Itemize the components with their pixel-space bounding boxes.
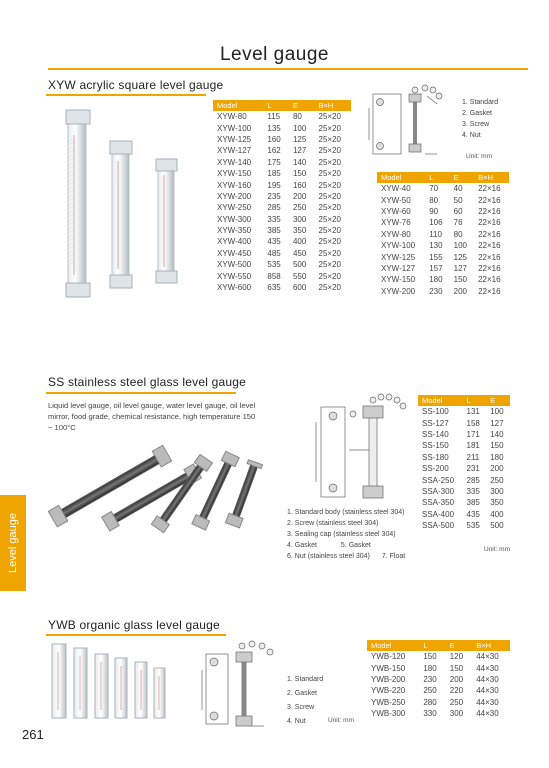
- table-row: [213, 270, 351, 281]
- table-cell: 25×20: [318, 271, 341, 281]
- table-cell: 44×30: [476, 697, 499, 707]
- table-cell: 171: [466, 429, 480, 439]
- table-cell: 127: [490, 418, 504, 428]
- table-cell: 40: [453, 184, 463, 194]
- legend-item: 3. Screw: [287, 704, 315, 711]
- page-number: 261: [22, 727, 44, 742]
- legend-item: 1. Standard body (stainless steel 304): [287, 509, 405, 516]
- section2-unit: Unit: mm: [484, 546, 510, 553]
- table-cell: 131: [466, 407, 480, 417]
- table-row: [418, 440, 510, 451]
- legend-row: [287, 540, 405, 551]
- legend-row: [287, 551, 405, 562]
- table-cell: 150: [449, 663, 464, 673]
- table-cell: XYW-350: [217, 226, 252, 236]
- table-row: [367, 697, 510, 708]
- section3-title: YWB organic glass level gauge: [48, 618, 220, 632]
- acrylic-gauge-diagram: [365, 84, 455, 162]
- col-e: E: [486, 395, 510, 406]
- table-row: [213, 145, 351, 156]
- table-cell: 300: [490, 486, 504, 496]
- table-row: [418, 486, 510, 497]
- table-cell: 76: [453, 218, 463, 228]
- table-cell: 200: [490, 464, 504, 474]
- section1-unit: Unit: mm: [466, 153, 492, 160]
- table-row: [367, 685, 510, 696]
- table-cell: 230: [429, 286, 443, 296]
- section2-title: SS stainless steel glass level gauge: [48, 375, 246, 389]
- stainless-gauge-diagram: [313, 392, 413, 504]
- table-cell: 335: [466, 486, 480, 496]
- table-cell: 44×30: [476, 652, 499, 662]
- table-cell: 150: [490, 441, 504, 451]
- table-cell: 25×20: [318, 203, 341, 213]
- table-cell: 44×30: [476, 686, 499, 696]
- side-tab: [0, 495, 26, 591]
- table-cell: XYW-100: [217, 123, 252, 133]
- table-cell: 155: [429, 252, 443, 262]
- table-cell: 250: [490, 475, 504, 485]
- table-cell: 450: [292, 248, 307, 258]
- table-cell: 25×20: [318, 191, 341, 201]
- table-header-row: [418, 395, 510, 406]
- title-rule: [48, 68, 528, 70]
- table-row: [213, 122, 351, 133]
- table-row: [418, 417, 510, 428]
- table-row: [213, 225, 351, 236]
- table-cell: 44×30: [476, 663, 499, 673]
- table-row: [377, 274, 509, 285]
- table-cell: 25×20: [318, 112, 341, 122]
- table-cell: 100: [490, 407, 504, 417]
- table-cell: 150: [453, 275, 467, 285]
- table-row: [418, 520, 510, 531]
- table-cell: 300: [449, 709, 464, 719]
- section1-rule: [46, 94, 206, 96]
- table-row: [213, 191, 351, 202]
- table-cell: YWB-220: [371, 686, 406, 696]
- table-cell: XYW-127: [381, 263, 416, 273]
- table-row: [213, 259, 351, 270]
- table-cell: 211: [466, 452, 480, 462]
- table-cell: SS-100: [422, 407, 449, 417]
- table-row: [213, 236, 351, 247]
- table-cell: XYW-125: [381, 252, 416, 262]
- table-cell: 180: [429, 275, 443, 285]
- col-l: L: [419, 640, 445, 651]
- col-bxh: B×H: [472, 640, 510, 651]
- table-cell: 158: [466, 418, 480, 428]
- col-bxh: B×H: [315, 100, 352, 111]
- table-cell: 157: [429, 263, 443, 273]
- table-row: [418, 429, 510, 440]
- table-cell: YWB-250: [371, 697, 406, 707]
- table-cell: 127: [453, 263, 467, 273]
- table-cell: 435: [466, 509, 480, 519]
- table-cell: SSA-400: [422, 509, 455, 519]
- acrylic-gauge-photo: [48, 105, 198, 310]
- table-cell: XYW-150: [381, 275, 416, 285]
- table-cell: 858: [267, 271, 281, 281]
- table-cell: YWB-120: [371, 652, 406, 662]
- table-cell: 50: [453, 195, 463, 205]
- section1-title: XYW acrylic square level gauge: [48, 78, 224, 92]
- table-cell: 25×20: [318, 237, 341, 247]
- table-cell: SS-150: [422, 441, 449, 451]
- table-row: [367, 651, 510, 662]
- table-cell: 127: [292, 146, 307, 156]
- table-cell: 80: [453, 229, 463, 239]
- table-cell: XYW-80: [381, 229, 411, 239]
- table-cell: 25×20: [318, 214, 341, 224]
- table-row: [213, 134, 351, 145]
- legend-item: 2. Gasket: [287, 690, 317, 697]
- table-cell: 150: [423, 652, 437, 662]
- section2-legend: [287, 507, 405, 562]
- table-cell: 25×20: [318, 260, 341, 270]
- table-cell: 535: [267, 260, 281, 270]
- col-l: L: [425, 172, 449, 183]
- xyw-large-table: [213, 100, 351, 293]
- table-row: [418, 497, 510, 508]
- table-cell: 25×20: [318, 169, 341, 179]
- col-l: L: [463, 395, 487, 406]
- table-cell: 535: [466, 521, 480, 531]
- table-cell: XYW-600: [217, 283, 252, 293]
- table-cell: XYW-76: [381, 218, 411, 228]
- page-title: Level gauge: [219, 44, 330, 65]
- col-e: E: [289, 100, 315, 111]
- table-cell: 115: [267, 112, 281, 122]
- table-cell: 160: [267, 134, 281, 144]
- table-cell: 180: [490, 452, 504, 462]
- col-l: L: [263, 100, 289, 111]
- table-cell: 330: [423, 709, 437, 719]
- section3-unit: Unit: mm: [328, 717, 354, 724]
- legend-item: 3. Screw: [462, 121, 490, 128]
- legend-item: 4. Nut: [462, 132, 481, 139]
- table-row: [418, 463, 510, 474]
- table-cell: XYW-150: [217, 169, 252, 179]
- table-row: [367, 662, 510, 673]
- table-row: [418, 452, 510, 463]
- table-cell: 485: [267, 248, 281, 258]
- table-cell: 44×30: [476, 709, 499, 719]
- table-cell: 250: [292, 203, 307, 213]
- table-cell: 25×20: [318, 146, 341, 156]
- ywb-table: [367, 640, 510, 719]
- table-cell: SS-200: [422, 464, 449, 474]
- table-cell: 70: [429, 184, 439, 194]
- table-cell: XYW-300: [217, 214, 252, 224]
- table-cell: SS-127: [422, 418, 449, 428]
- table-cell: SSA-250: [422, 475, 455, 485]
- table-cell: XYW-500: [217, 260, 252, 270]
- table-cell: 100: [453, 241, 467, 251]
- stainless-gauge-photo: [48, 440, 278, 540]
- table-cell: 635: [267, 283, 281, 293]
- table-cell: 385: [267, 226, 281, 236]
- table-cell: 500: [292, 260, 307, 270]
- table-cell: XYW-80: [217, 112, 247, 122]
- col-e: E: [446, 640, 472, 651]
- table-cell: 550: [292, 271, 307, 281]
- col-model: Model: [418, 395, 463, 406]
- section3-rule: [46, 634, 226, 636]
- table-cell: 106: [429, 218, 443, 228]
- table-cell: 230: [423, 674, 437, 684]
- table-cell: 200: [453, 286, 467, 296]
- table-cell: 44×30: [476, 674, 499, 684]
- table-cell: 235: [267, 191, 281, 201]
- table-cell: 22×16: [478, 275, 501, 285]
- table-cell: XYW-140: [217, 157, 252, 167]
- col-model: Model: [377, 172, 425, 183]
- table-row: [213, 179, 351, 190]
- table-cell: XYW-250: [217, 203, 252, 213]
- table-cell: XYW-200: [217, 191, 252, 201]
- table-cell: 435: [267, 237, 281, 247]
- col-model: Model: [213, 100, 263, 111]
- table-row: [377, 183, 509, 194]
- table-cell: 22×16: [478, 184, 501, 194]
- organic-glass-diagram: [198, 640, 280, 732]
- table-cell: 180: [423, 663, 437, 673]
- table-cell: 25×20: [318, 226, 341, 236]
- table-row: [418, 406, 510, 417]
- table-cell: 125: [453, 252, 467, 262]
- table-row: [418, 509, 510, 520]
- legend-item: 1. Standard: [287, 676, 324, 683]
- table-cell: 100: [292, 123, 307, 133]
- table-row: [377, 240, 509, 251]
- table-cell: XYW-125: [217, 134, 252, 144]
- table-cell: 300: [292, 214, 307, 224]
- legend-item: 5. Gasket: [340, 542, 371, 549]
- table-row: [367, 708, 510, 719]
- table-cell: XYW-450: [217, 248, 252, 258]
- table-row: [377, 217, 509, 228]
- table-cell: 200: [292, 191, 307, 201]
- table-cell: 162: [267, 146, 281, 156]
- table-cell: 25×20: [318, 157, 341, 167]
- table-cell: 80: [429, 195, 439, 205]
- ss-table: [418, 395, 510, 531]
- table-cell: 22×16: [478, 263, 501, 273]
- table-cell: 90: [429, 206, 439, 216]
- table-cell: 600: [292, 283, 307, 293]
- table-cell: 350: [490, 498, 504, 508]
- table-cell: 22×16: [478, 218, 501, 228]
- table-cell: 25×20: [318, 248, 341, 258]
- table-cell: 231: [466, 464, 480, 474]
- table-cell: 181: [466, 441, 480, 451]
- table-cell: 80: [292, 112, 302, 122]
- table-row: [377, 263, 509, 274]
- table-cell: 385: [466, 498, 480, 508]
- legend-item: 2. Gasket: [462, 110, 492, 117]
- table-cell: XYW-400: [217, 237, 252, 247]
- table-cell: YWB-300: [371, 709, 406, 719]
- table-cell: 22×16: [478, 241, 501, 251]
- table-header-row: [213, 100, 351, 111]
- table-cell: XYW-50: [381, 195, 411, 205]
- table-cell: 160: [292, 180, 307, 190]
- table-cell: 220: [449, 686, 464, 696]
- legend-item: 7. Float: [381, 553, 406, 560]
- table-cell: 22×16: [478, 229, 501, 239]
- section3-legend: [287, 673, 323, 729]
- xyw-small-table: [377, 172, 509, 297]
- table-cell: 500: [490, 521, 504, 531]
- table-cell: 285: [267, 203, 281, 213]
- table-row: [213, 111, 351, 122]
- table-cell: 25×20: [318, 283, 341, 293]
- table-cell: 135: [267, 123, 281, 133]
- table-row: [213, 214, 351, 225]
- table-cell: SSA-300: [422, 486, 455, 496]
- table-cell: 140: [490, 429, 504, 439]
- table-cell: 400: [292, 237, 307, 247]
- table-cell: SSA-350: [422, 498, 455, 508]
- legend-item: 4. Gasket: [287, 542, 317, 549]
- table-cell: 175: [267, 157, 281, 167]
- table-cell: SSA-500: [422, 521, 455, 531]
- section2-rule: [46, 392, 236, 394]
- table-cell: 25×20: [318, 123, 341, 133]
- table-row: [377, 194, 509, 205]
- table-cell: 335: [267, 214, 281, 224]
- table-row: [367, 674, 510, 685]
- table-cell: 22×16: [478, 206, 501, 216]
- col-bxh: B×H: [474, 172, 509, 183]
- table-row: [213, 282, 351, 293]
- section1-legend: [462, 97, 498, 141]
- table-cell: 60: [453, 206, 463, 216]
- table-cell: 250: [449, 697, 464, 707]
- table-row: [377, 206, 509, 217]
- table-cell: 280: [423, 697, 437, 707]
- table-cell: 25×20: [318, 134, 341, 144]
- table-row: [377, 251, 509, 262]
- organic-glass-photo: [48, 640, 176, 726]
- table-cell: YWB-200: [371, 674, 406, 684]
- col-e: E: [450, 172, 474, 183]
- table-cell: XYW-60: [381, 206, 411, 216]
- table-cell: XYW-100: [381, 241, 416, 251]
- legend-item: 2. Screw (stainless steel 304): [287, 520, 379, 527]
- table-cell: 22×16: [478, 195, 501, 205]
- legend-item: 4. Nut: [287, 718, 306, 725]
- table-cell: XYW-550: [217, 271, 252, 281]
- section2-description: Liquid level gauge, oil level gauge, water level gauge, oil level mirror, food grade, chemical resistance, high temperature 150 ~ 100°C: [48, 401, 256, 432]
- table-cell: 195: [267, 180, 281, 190]
- table-row: [213, 168, 351, 179]
- legend-item: 3. Sealing cap (stainless steel 304): [287, 531, 396, 538]
- table-row: [418, 474, 510, 485]
- table-header-row: [377, 172, 509, 183]
- table-cell: 350: [292, 226, 307, 236]
- table-cell: XYW-127: [217, 146, 252, 156]
- table-cell: SS-140: [422, 429, 449, 439]
- table-cell: XYW-40: [381, 184, 411, 194]
- table-cell: 400: [490, 509, 504, 519]
- table-header-row: [367, 640, 510, 651]
- table-cell: SS-180: [422, 452, 449, 462]
- table-cell: 22×16: [478, 252, 501, 262]
- table-cell: 130: [429, 241, 443, 251]
- table-cell: 140: [292, 157, 307, 167]
- table-cell: YWB-150: [371, 663, 406, 673]
- legend-item: 6. Nut (stainless steel 304): [287, 553, 370, 560]
- table-cell: XYW-160: [217, 180, 252, 190]
- table-row: [213, 202, 351, 213]
- table-cell: 200: [449, 674, 464, 684]
- legend-item: 1. Standard: [462, 99, 499, 106]
- table-cell: 25×20: [318, 180, 341, 190]
- table-row: [377, 286, 509, 297]
- table-row: [213, 157, 351, 168]
- table-cell: 285: [466, 475, 480, 485]
- table-row: [213, 248, 351, 259]
- table-cell: 150: [292, 169, 307, 179]
- col-model: Model: [367, 640, 419, 651]
- table-cell: 250: [423, 686, 437, 696]
- table-cell: XYW-200: [381, 286, 416, 296]
- table-row: [377, 229, 509, 240]
- side-tab-label: Level gauge: [7, 513, 19, 573]
- table-cell: 185: [267, 169, 281, 179]
- table-cell: 22×16: [478, 286, 501, 296]
- table-cell: 120: [449, 652, 464, 662]
- table-cell: 110: [429, 229, 442, 239]
- table-cell: 125: [292, 134, 307, 144]
